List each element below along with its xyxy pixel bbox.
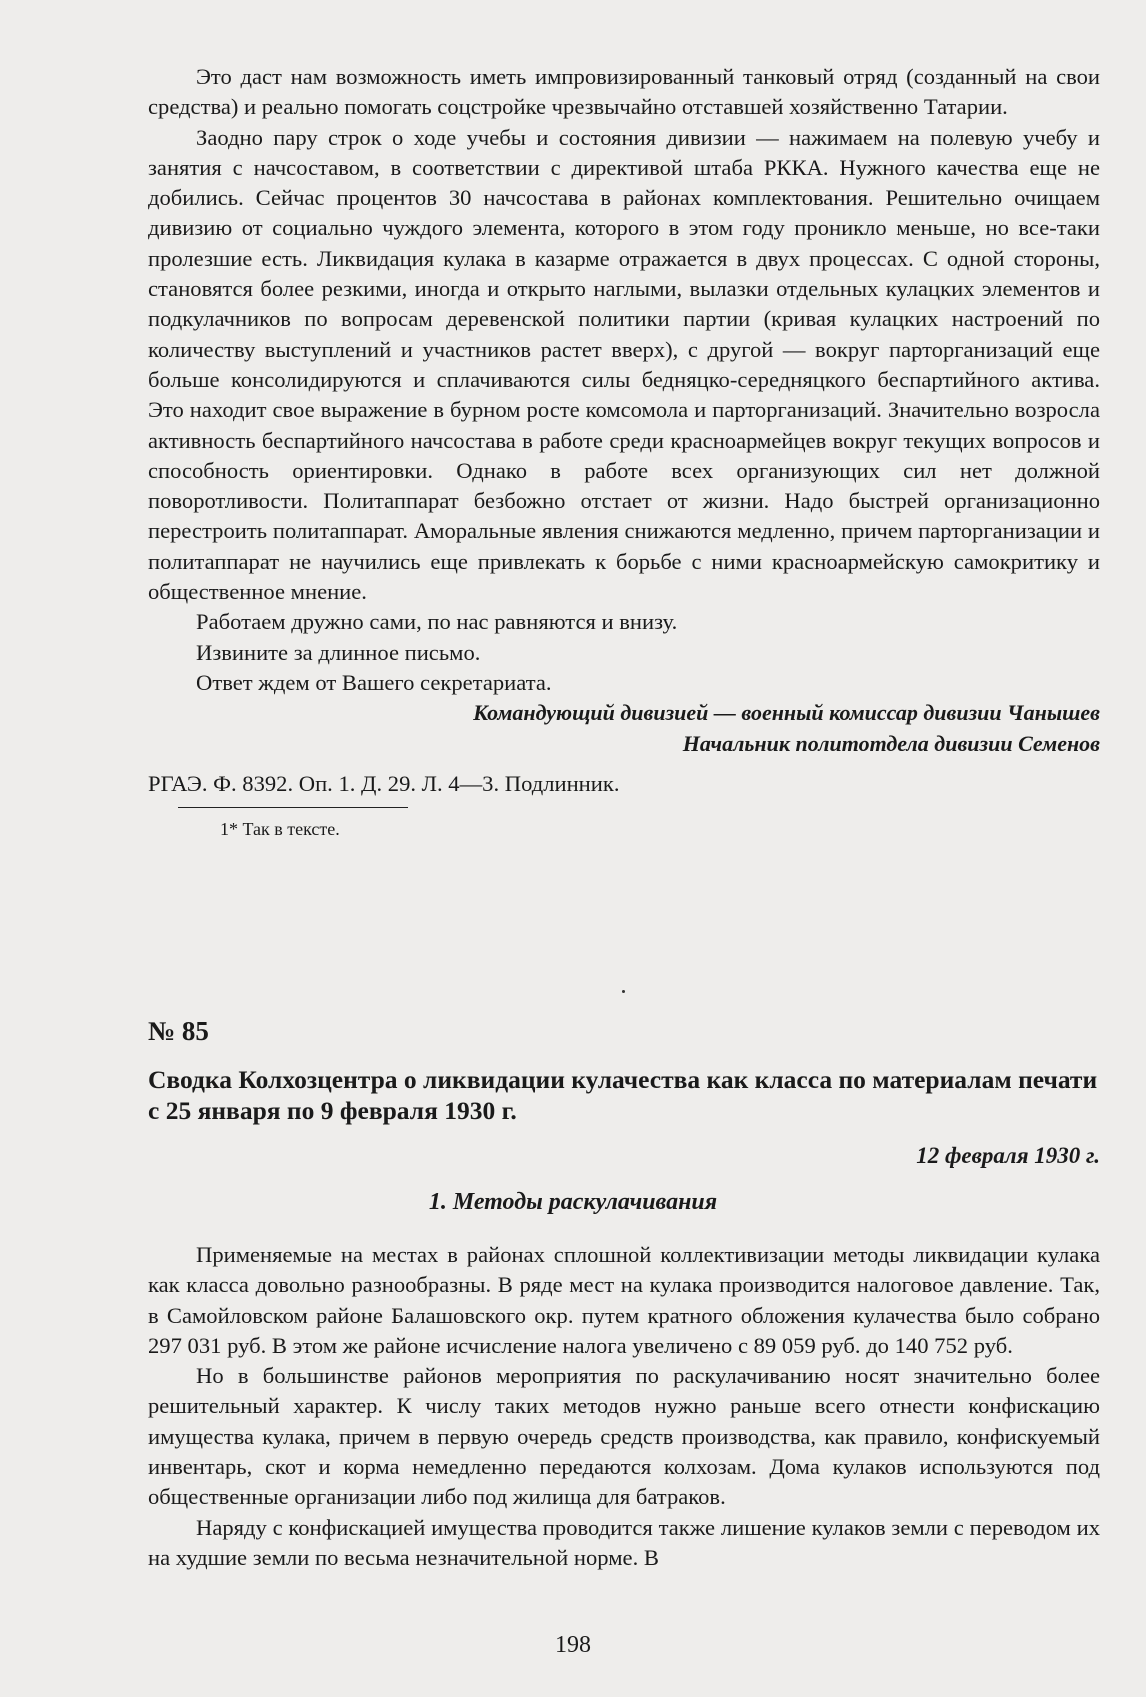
- document-body: [148, 1240, 1100, 1573]
- document-paragraph-1: Применяемые на местах в районах сплошной коллективизации методы ликвидации кулака как класса довольно разнообразны. В ряде мест на кулака производится налоговое давление. Так, в Самойловском районе Балашовского окр. путем кратного обложения кулачества было собрано 297 031 руб. В этом же районе исчисление налога увеличено с 89 059 руб. до 140 752 руб.: [148, 1242, 1100, 1358]
- document-number: № 85: [148, 1016, 209, 1046]
- document-title: Сводка Колхозцентра о ликвидации кулачества как класса по материалам печати с 25 января по 9 февраля 1930 г.: [148, 1065, 1098, 1125]
- document-paragraph-2: Но в большинстве районов мероприятия по раскулачиванию носят значительно более решительный характер. К числу таких методов нужно раньше всего отнести конфискацию имущества кулака, причем в первую очередь средств производства, как правило, конфискуемый инвентарь, скот и корма немедленно передаются колхозам. Дома кулаков используются под общественные организации либо под жилища для батраков.: [148, 1363, 1100, 1510]
- print-speck: [622, 990, 625, 993]
- document-date: 12 февраля 1930 г.: [916, 1143, 1100, 1168]
- letter-paragraph-4: Извините за длинное письмо.: [196, 639, 481, 665]
- letter-body: [148, 62, 1100, 844]
- footnote: 1* Так в тексте.: [220, 819, 340, 840]
- letter-paragraph-2: Заодно пару строк о ходе учебы и состояния дивизии — нажимаем на полевую учебу и занятия с начсоставом, в соответствии с директивой штаба РККА. Нужного качества еще не добились. Сейчас процентов 30 начсостава в районах комплектования. Решительно очищаем дивизию от социально чуждого элемента, которого в этом году проникло меньше, но все-таки пролезшие есть. Ликвидация кулака в казарме отражается в двух процессах. С одной стороны, становятся более резкими, иногда и открыто наглыми, вылазки отдельных кулацких элементов и подкулачников по вопросам деревенской политики партии (кривая кулацких настроений по количеству выступлений и участников растет вверх), с другой — вокруг парторганизаций еще больше консолидируются и сплачиваются силы бедняцко-середняцкого беспартийного актива. Это находит свое выражение в бурном росте комсомола и парторганизаций. Значительно возросла активность беспартийного начсостава в работе среди красноармейцев вокруг текущих вопросов и способность ориентировки. Однако в работе всех организующих сил нет должной поворотливости. Политаппарат безбожно отстает от жизни. Надо быстрей организационно перестроить политаппарат. Аморальные явления снижаются медленно, причем парторганизации и политаппарат не научились еще привлекать к борьбе с ними красноармейскую самокритику и общественное мнение.: [148, 124, 1100, 605]
- signature-politdept: Начальник политотдела дивизии Семенов: [682, 730, 1100, 756]
- document-paragraph-3: Наряду с конфискацией имущества проводится также лишение кулаков земли с переводом их на худшие земли по весьма незначительной норме. В: [148, 1514, 1100, 1570]
- section-heading: 1. Методы раскулачивания: [428, 1189, 718, 1215]
- page-number: 198: [555, 1632, 591, 1658]
- signature-commander: Командующий дивизией — военный комиссар дивизии Чанышев: [473, 700, 1100, 726]
- footnote-divider: [178, 807, 408, 808]
- letter-paragraph-5: Ответ ждем от Вашего секретариата.: [196, 669, 552, 695]
- letter-paragraph-1: Это даст нам возможность иметь импровизированный танковый отряд (созданный на свои средства) и реально помогать соцстройке чрезвычайно отставшей хозяйственно Татарии.: [148, 64, 1100, 120]
- letter-paragraph-3: Работаем дружно сами, по нас равняются и внизу.: [196, 609, 678, 635]
- archive-source: РГАЭ. Ф. 8392. Оп. 1. Д. 29. Л. 4—3. Подлинник.: [148, 770, 620, 796]
